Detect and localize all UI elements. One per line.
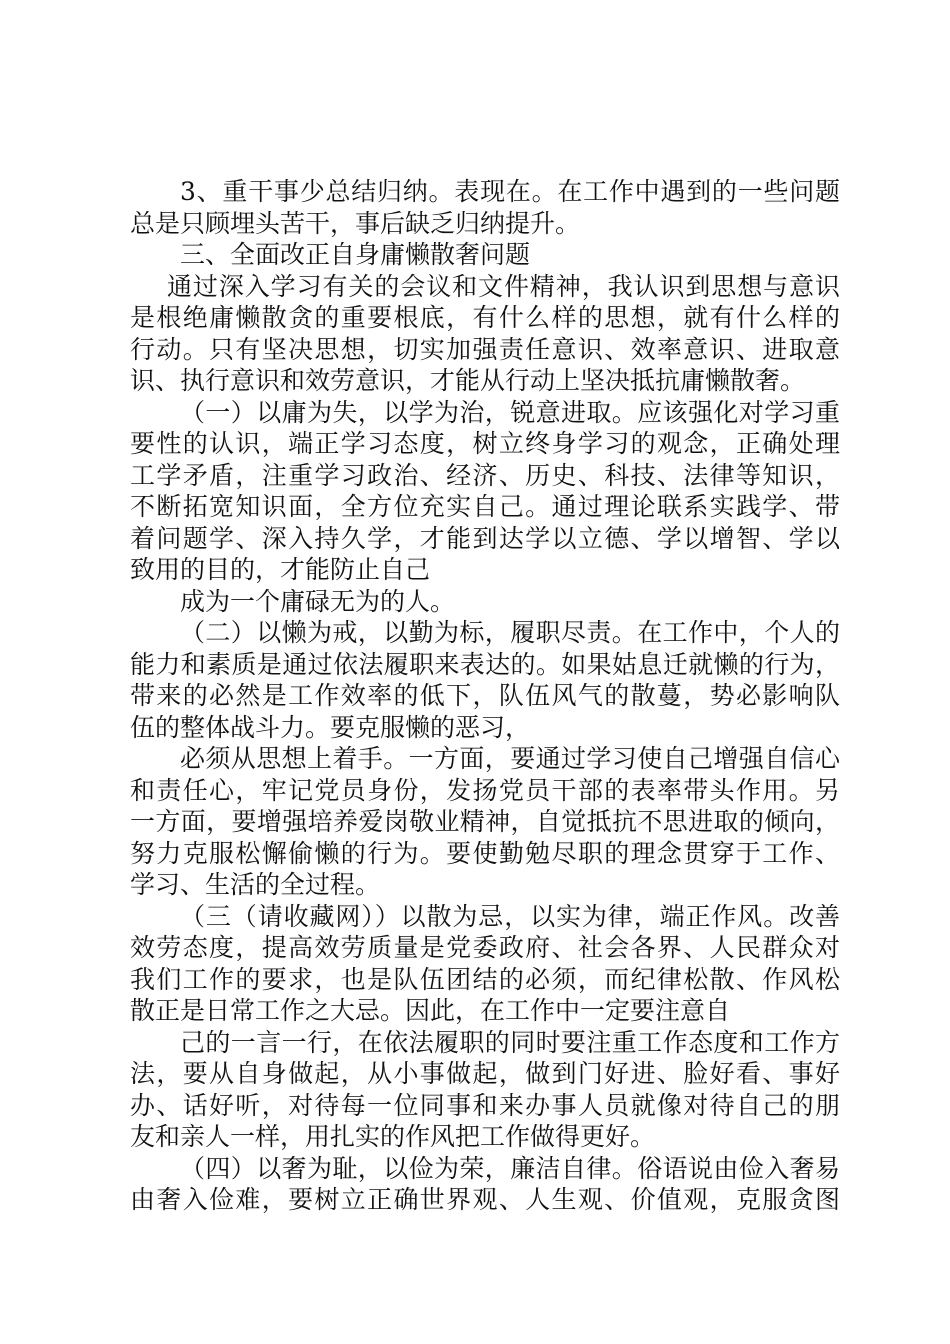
paragraph-line: 识、执行意识和效劳意识，才能从行动上坚决抵抗庸懒散奢。 <box>130 366 806 395</box>
paragraph-line: 己的一言一行，在依法履职的同时要注重工作态度和工作方 <box>180 1027 840 1057</box>
paragraph-line: （三（请收藏网））以散为忌，以实为律，端正作风。改善 <box>180 901 840 931</box>
paragraph-line: 通过深入学习有关的会议和文件精神，我认识到思想与意识 <box>167 271 840 301</box>
paragraph-line: 必须从思想上着手。一方面，要通过学习使自己增强自信心 <box>180 744 840 773</box>
paragraph-line: 散正是日常工作之大忌。因此，在工作中一定要注意自 <box>130 996 731 1025</box>
paragraph-line: （二）以懒为戒，以勤为标，履职尽责。在工作中，个人的 <box>180 618 840 647</box>
paragraph-line: （四）以奢为耻，以俭为荣，廉洁自律。俗语说由俭入奢易 <box>180 1153 840 1183</box>
paragraph-line: 能力和素质是通过依法履职来表达的。如果姑息迁就懒的行为， <box>130 649 840 679</box>
paragraph-line: 友和亲人一样，用扎实的作风把工作做得更好。 <box>130 1122 656 1151</box>
paragraph-line: 努力克服松懈偷懒的行为。要使勤勉尽职的理念贯穿于工作、 <box>130 838 840 868</box>
paragraph-line: 要性的认识，端正学习态度，树立终身学习的观念，正确处理 <box>130 429 840 458</box>
paragraph-line: 行动。只有坚决思想，切实加强责任意识、效率意识、进取意 <box>130 334 840 364</box>
paragraph-line: 伍的整体战斗力。要克服懒的恶习， <box>130 712 531 742</box>
paragraph-line: 是根绝庸懒散贪的重要根底，有什么样的思想，就有什么样的 <box>130 303 840 332</box>
paragraph-line: （一）以庸为失，以学为治，锐意进取。应该强化对学习重 <box>180 397 840 427</box>
paragraph-line: 一方面，要增强培养爱岗敬业精神，自觉抵抗不思进取的倾向， <box>130 807 840 836</box>
section-heading: 三、全面改正自身庸懒散奢问题 <box>180 240 531 269</box>
paragraph-line: 不断拓宽知识面，全方位充实自己。通过理论联系实践学、带 <box>130 492 840 521</box>
paragraph-line: 学习、生活的全过程。 <box>130 870 381 899</box>
paragraph-line: 总是只顾埋头苦干，事后缺乏归纳提升。 <box>130 208 581 238</box>
paragraph-line: 3、重干事少总结归纳。表现在。在工作中遇到的一些问题 <box>180 177 840 206</box>
document-body <box>130 176 840 1216</box>
paragraph-line: 工学矛盾，注重学习政治、经济、历史、科技、法律等知识， <box>130 460 840 490</box>
paragraph-line: 成为一个庸碌无为的人。 <box>180 586 456 616</box>
paragraph-line: 和责任心，牢记党员身份，发扬党员干部的表率带头作用。另 <box>130 775 840 805</box>
paragraph-line: 我们工作的要求，也是队伍团结的必须，而纪律松散、作风松 <box>130 964 840 994</box>
paragraph-line: 着问题学、深入持久学，才能到达学以立德、学以增智、学以 <box>130 523 840 553</box>
paragraph-line: 由奢入俭难，要树立正确世界观、人生观、价值观，克服贪图 <box>130 1185 840 1214</box>
paragraph-line: 效劳态度，提高效劳质量是党委政府、社会各界、人民群众对 <box>130 933 840 962</box>
paragraph-line: 法，要从自身做起，从小事做起，做到门好进、脸好看、事好 <box>130 1059 840 1088</box>
paragraph-line: 致用的目的，才能防止自己 <box>130 555 431 584</box>
paragraph-line: 带来的必然是工作效率的低下，队伍风气的散蔓，势必影响队 <box>130 681 840 710</box>
paragraph-line: 办、话好听，对待每一位同事和来办事人员就像对待自己的朋 <box>130 1090 840 1120</box>
